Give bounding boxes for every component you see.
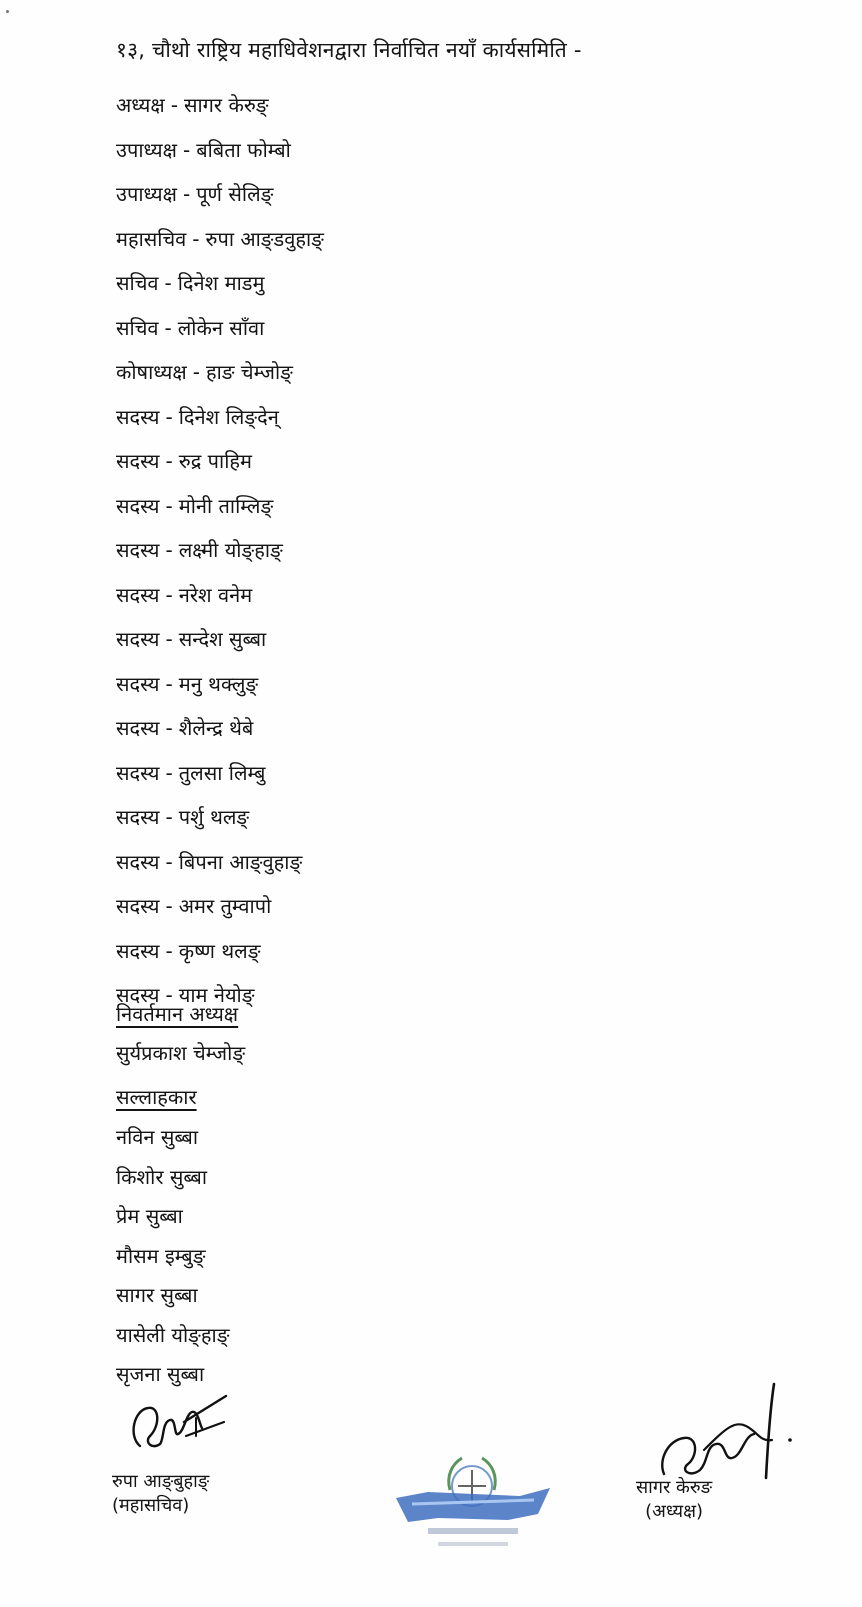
committee-separator: -	[192, 226, 200, 251]
committee-member-name: नरेश वनेम	[178, 582, 253, 607]
committee-role: सदस्य	[116, 538, 160, 562]
committee-separator: -	[192, 360, 200, 384]
committee-role: सचिव	[116, 315, 159, 340]
committee-member-name: अमर तुम्वापो	[178, 894, 272, 918]
committee-row	[116, 446, 324, 491]
outgoing-president-section	[116, 1000, 245, 1066]
committee-separator: -	[164, 271, 172, 295]
committee-separator: -	[165, 404, 173, 429]
scan-speck	[6, 10, 9, 13]
committee-role: सदस्य	[116, 894, 160, 918]
committee-row	[116, 891, 324, 936]
committee-role: महासचिव	[116, 226, 187, 251]
committee-separator: -	[165, 938, 173, 963]
committee-separator: -	[170, 93, 178, 117]
committee-row	[116, 669, 324, 714]
general-secretary-signature	[126, 1392, 236, 1472]
advisor-name: किशोर सुब्बा	[116, 1164, 208, 1189]
committee-separator: -	[165, 849, 173, 874]
advisor-name: नविन सुब्बा	[116, 1125, 199, 1149]
advisors-title-wrap	[116, 1083, 197, 1110]
committee-separator: -	[165, 983, 173, 1007]
committee-role: सदस्य	[116, 627, 160, 651]
committee-row	[116, 90, 324, 135]
committee-separator: -	[165, 671, 173, 696]
committee-separator: -	[165, 716, 173, 740]
committee-separator: -	[182, 137, 191, 162]
president-signature	[654, 1380, 804, 1490]
committee-row	[116, 179, 324, 224]
advisors-list	[116, 1122, 229, 1399]
committee-separator: -	[165, 538, 173, 562]
committee-role: सदस्य	[116, 938, 160, 963]
committee-separator: -	[165, 582, 173, 607]
committee-member-name: पूर्ण सेलिङ्	[196, 182, 274, 206]
advisor-name: प्रेम सुब्बा	[116, 1204, 183, 1228]
committee-separator: -	[165, 760, 173, 785]
committee-role: सचिव	[116, 271, 159, 295]
committee-row	[116, 135, 324, 180]
committee-separator: -	[165, 627, 173, 651]
committee-member-name: मनु थक्लुङ्	[178, 671, 259, 696]
committee-separator: -	[182, 182, 191, 206]
outgoing-president-name: सुर्यप्रकाश चेम्जोङ्	[116, 1041, 246, 1065]
committee-member-name: रुद्र पाहिम	[178, 449, 252, 473]
committee-role: सदस्य	[116, 760, 160, 785]
committee-role: सदस्य	[116, 671, 160, 696]
committee-role: कोषाध्यक्ष	[116, 360, 187, 384]
committee-member-name: रुपा आङ्डवुहाङ्	[205, 226, 324, 251]
committee-role: अध्यक्ष	[116, 93, 165, 117]
organization-seal-icon	[388, 1438, 558, 1566]
committee-separator: -	[165, 493, 173, 518]
committee-member-name: दिनेश माडमु	[177, 271, 265, 295]
committee-member-name: सागर केरुङ्	[183, 93, 269, 117]
committee-separator: -	[165, 449, 173, 473]
committee-row	[116, 357, 324, 402]
committee-separator: -	[165, 894, 173, 918]
committee-member-name: लक्ष्मी योङ्हाङ्	[178, 538, 283, 562]
committee-member-name: तुलसा लिम्बु	[178, 760, 266, 785]
committee-role: सदस्य	[116, 983, 160, 1007]
general-secretary-name: रुपा आङ्बुहाङ्	[112, 1471, 210, 1492]
committee-role: सदस्य	[116, 449, 160, 473]
committee-role: सदस्य	[116, 849, 160, 874]
committee-member-name: सन्देश सुब्बा	[178, 627, 267, 651]
committee-member-name: बबिता फोम्बो	[196, 137, 291, 162]
general-secretary-title: (महासचिव)	[112, 1495, 190, 1516]
committee-role: सदस्य	[116, 716, 160, 740]
advisors-title: सल्लाहकार	[116, 1085, 197, 1109]
committee-separator: -	[165, 805, 173, 829]
committee-row	[116, 802, 324, 847]
document-heading: १३, चौथो राष्ट्रिय महाधिवेशनद्वारा निर्वाचित नयाँ कार्यसमिति -	[116, 38, 582, 62]
committee-row	[116, 402, 324, 447]
committee-role: सदस्य	[116, 493, 160, 518]
committee-row	[116, 624, 324, 669]
president-title: (अध्यक्ष)	[645, 1501, 704, 1522]
committee-separator: -	[164, 315, 172, 340]
general-secretary-block	[112, 1470, 209, 1518]
committee-row	[116, 313, 324, 358]
committee-member-name: पर्शु थलङ्	[178, 805, 250, 829]
committee-row	[116, 936, 324, 981]
advisor-name: यासेली योङ्हाङ्	[116, 1322, 230, 1347]
committee-role: उपाध्यक्ष	[116, 182, 177, 206]
outgoing-president-title: निवर्तमान अध्यक्ष	[116, 1002, 239, 1026]
president-name: सागर केरुङ	[636, 1477, 713, 1498]
committee-member-name: लोकेन साँवा	[177, 315, 265, 340]
committee-row	[116, 847, 324, 892]
advisor-name: सागर सुब्बा	[116, 1283, 198, 1307]
committee-row	[116, 535, 324, 580]
committee-row	[116, 268, 324, 313]
committee-role: उपाध्यक्ष	[116, 137, 177, 162]
president-block	[636, 1476, 712, 1524]
committee-member-name: याम नेयोङ्	[178, 983, 255, 1007]
committee-list	[116, 90, 324, 1025]
committee-role: सदस्य	[116, 805, 160, 829]
committee-row	[116, 713, 324, 758]
committee-row	[116, 758, 324, 803]
committee-row	[116, 491, 324, 536]
committee-row	[116, 224, 324, 269]
advisor-name: मौसम इम्बुङ्	[116, 1243, 206, 1268]
committee-member-name: दिनेश लिङ्देन्	[178, 404, 279, 429]
committee-role: सदस्य	[116, 582, 160, 607]
committee-member-name: शैलेन्द्र थेबे	[178, 716, 254, 740]
committee-row	[116, 580, 324, 625]
committee-member-name: मोनी ताम्लिङ्	[178, 493, 274, 518]
committee-member-name: कृष्ण थलङ्	[178, 938, 261, 963]
committee-member-name: बिपना आङ्वुहाङ्	[178, 849, 303, 874]
committee-role: सदस्य	[116, 404, 160, 429]
committee-member-name: हाङ चेम्जोङ्	[205, 360, 293, 384]
advisor-name: सृजना सुब्बा	[116, 1362, 205, 1386]
